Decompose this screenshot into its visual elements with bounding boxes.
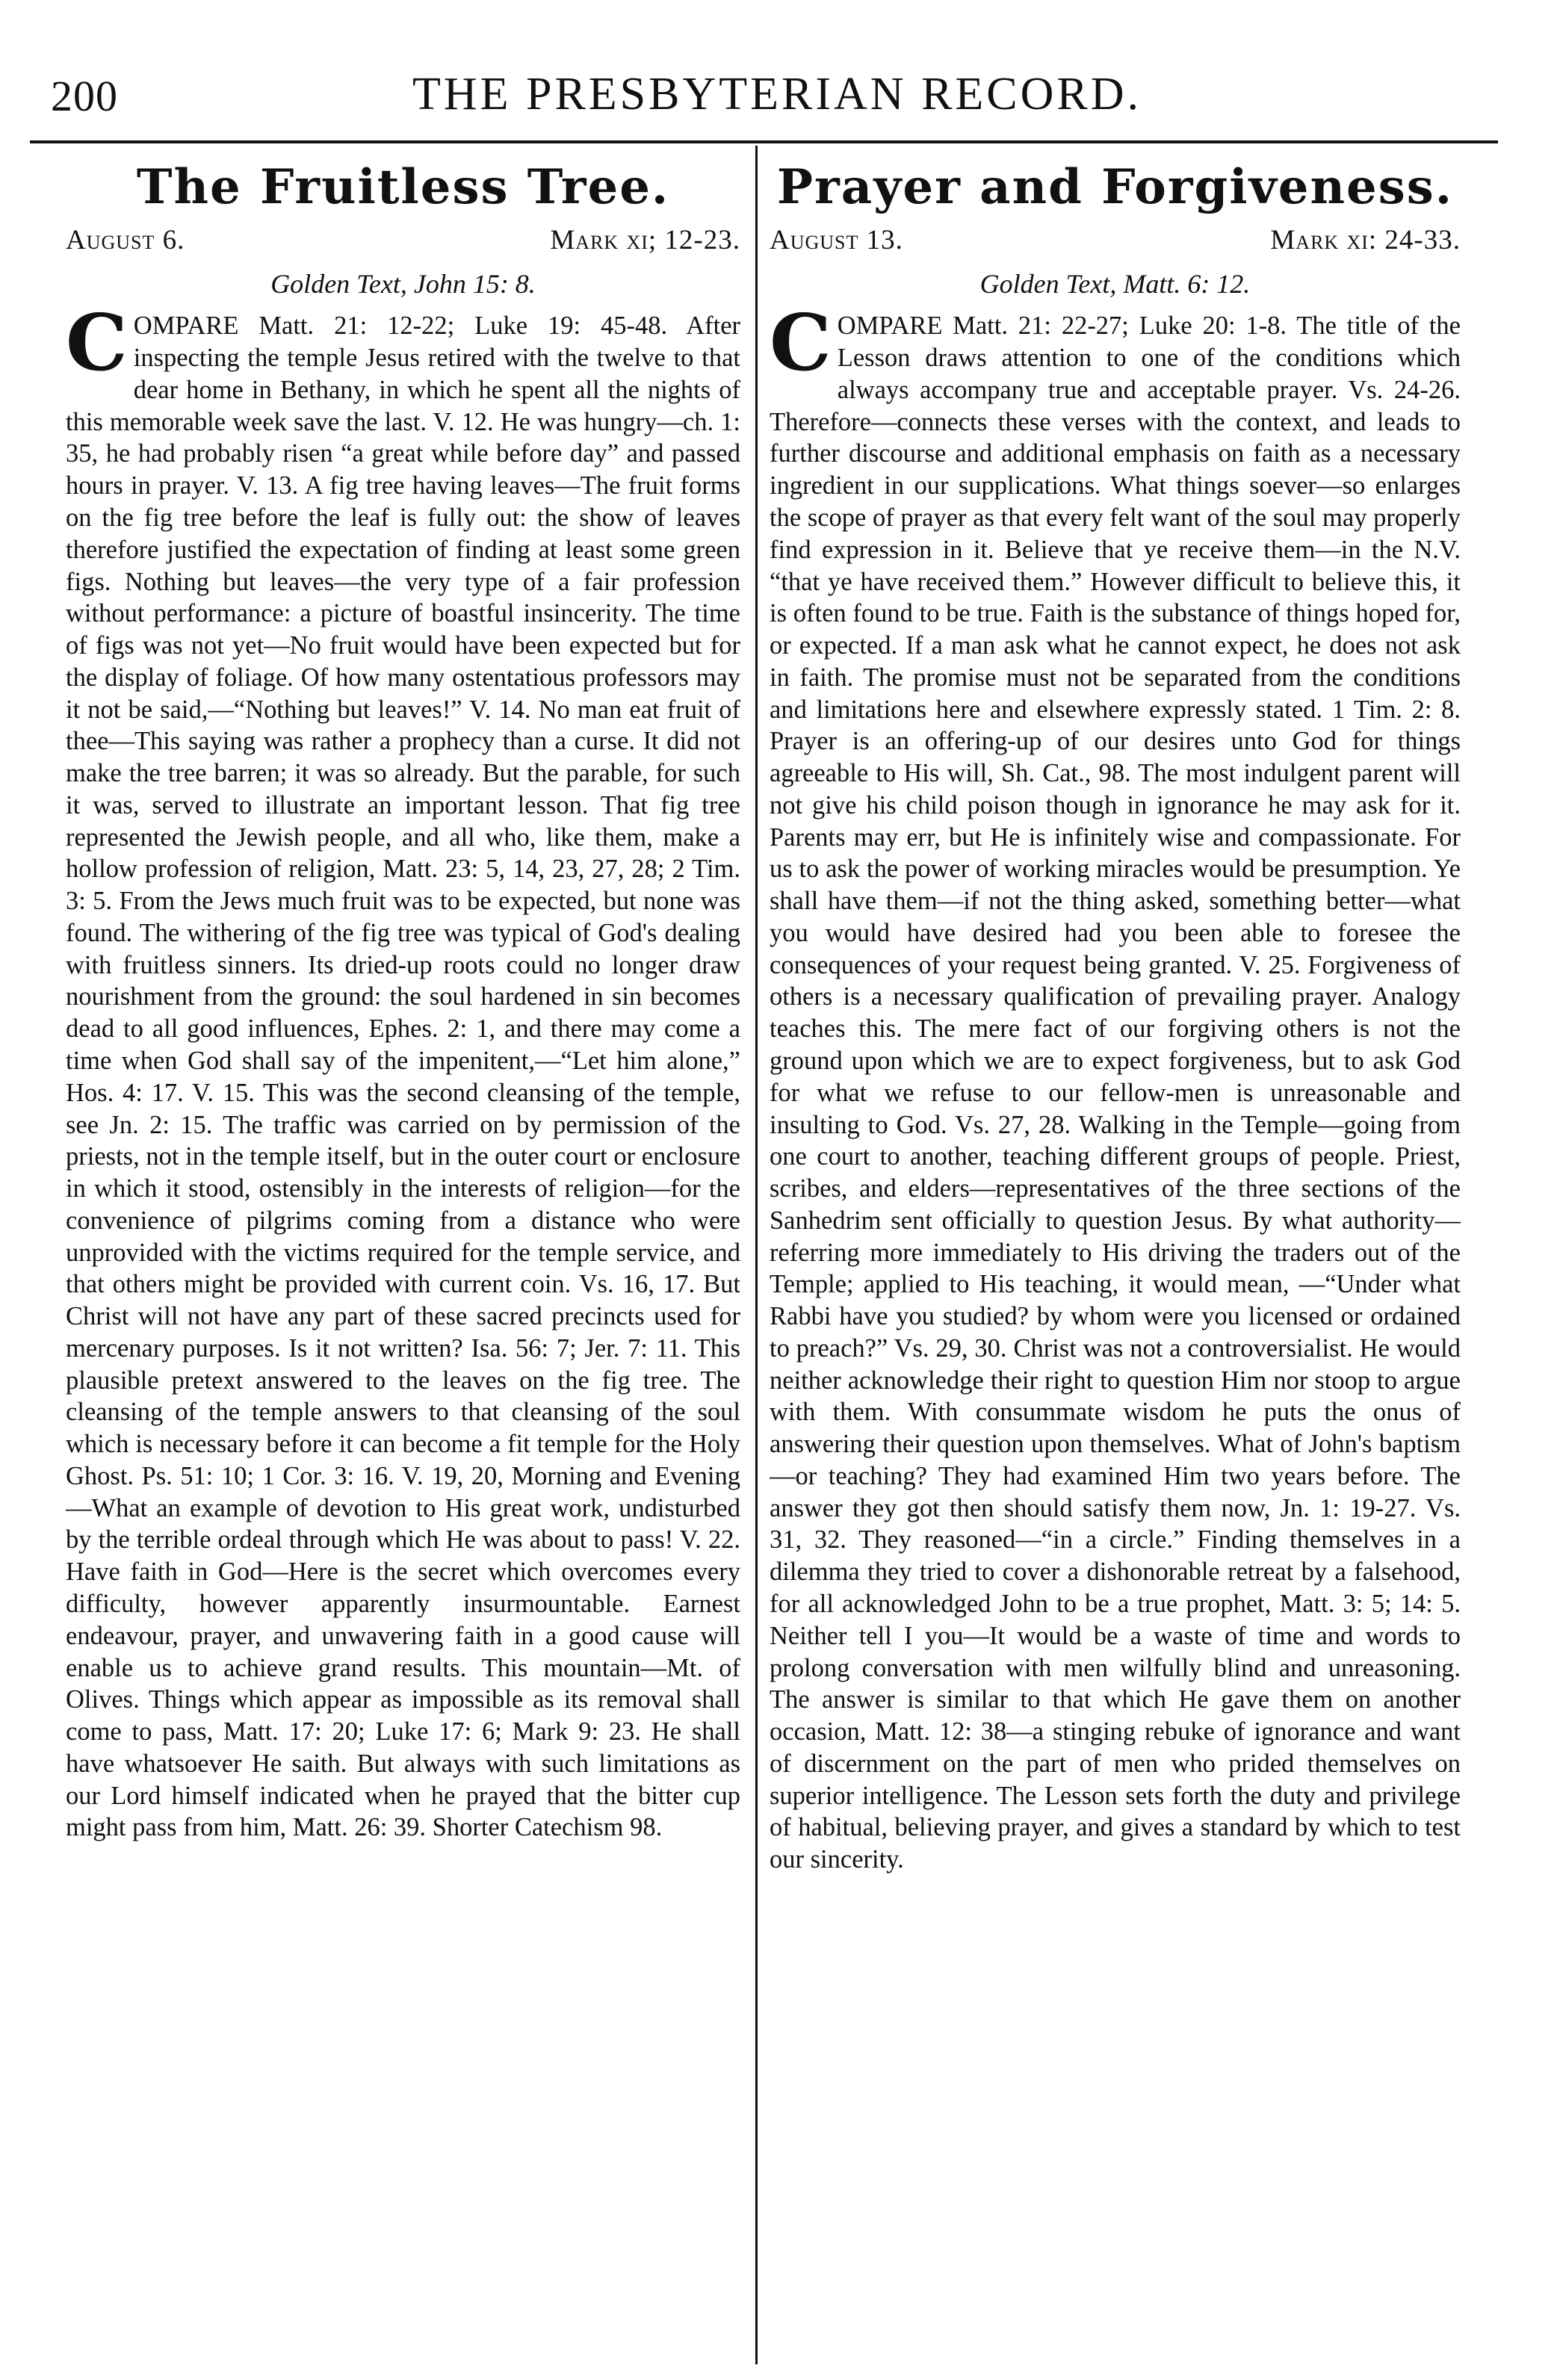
- lesson-title: Prayer and Forgiveness.: [776, 159, 1454, 215]
- header-rule: [30, 140, 1498, 143]
- journal-title: THE PRESBYTERIAN RECORD.: [412, 69, 1142, 120]
- lesson-body-text: OMPARE Matt. 21: 22-27; Luke 20: 1-8. The title of the Lesson draws attention to one of the conditions which always accompany true and acceptable prayer. Vs. 24-26. Therefore—connects these verses with the context, and leads to further discourse and additional emphasis on faith as a necessary ingredient in our supplications. What things soever—so enlarges the scope of prayer as that every felt want of the soul may properly find expression in it. Believe that ye receive them—in the N.V. “that ye have received them.” However difficult to believe this, it is often found to be true. Faith is the substance of things hoped for, or expected. If a man ask what he cannot expect, he does not ask in faith. The promise must not be separated from the conditions and limitations here and elsewhere expressly stated. 1 Tim. 2: 8. Prayer is an offering-up of our desires unto God for things agreeable to His will, Sh. Cat., 98. The most indulgent parent will not give his child poison though in ignorance he may ask for it. Parents may err, but He is infinitely wise and compassionate. For us to ask the power of working miracles would be presumption. Ye shall have them—if not the thing asked, something better—what you would have desired had you been able to foresee the consequences of your request being granted. V. 25. Forgiveness of others is a necessary qualification of prevailing prayer. Analogy teaches this. The mere fact of our forgiving others is not the ground upon which we are to expect forgiveness, but to ask God for what we refuse to our fellow-men is unreasonable and insulting to God. Vs. 27, 28. Walking in the Temple—going from one court to another, teaching different groups of people. Priest, scribes, and elders—representatives of the three sections of the Sanhedrim sent officially to question Jesus. By what authority—referring more immediately to His driving the traders out of the Temple; applied to His teaching, it would mean, —“Under what Rabbi have you studied? by whom were you licensed or ordained to preach?” Vs. 29, 30. Christ was not a controversialist. He would neither acknowledge their right to question Him nor stoop to argue with them. With consummate wisdom he puts the onus of answering their question upon themselves. What of John's baptism—or teaching? They had examined Him two years before. The answer they got then should satisfy them now, Jn. 1: 19-27. Vs. 31, 32. They reasoned—“in a circle.” Finding themselves in a dilemma they tried to cover a dishonorable retreat by a falsehood, for all acknowledged John to be a true prophet, Matt. 3: 5; 14: 5. Neither tell I you—It would be a waste of time and words to prolong conversation with men wilfully blind and unreasoning. The answer is similar to that which He gave them on another occasion, Matt. 12: 38—a stinging rebuke of ignorance and want of discernment on the part of men who prided themselves on superior intelligence. The Lesson sets forth the duty and privilege of habitual, believing prayer, and gives a standard by which to test our sincerity.: [770, 312, 1461, 1874]
- golden-text: Golden Text, Matt. 6: 12.: [979, 269, 1251, 300]
- lesson-reference: Mark xi; 12-23.: [550, 225, 740, 256]
- page-number: 200: [51, 72, 118, 120]
- lesson-reference: Mark xi: 24-33.: [1270, 225, 1461, 256]
- lesson-column-left: [66, 157, 740, 2361]
- golden-text: Golden Text, John 15: 8.: [270, 269, 536, 300]
- drop-cap: C: [66, 297, 128, 389]
- lesson-meta: [66, 224, 740, 256]
- column-divider: [755, 146, 758, 2364]
- lesson-body-text: OMPARE Matt. 21: 12-22; Luke 19: 45-48. After inspecting the temple Jesus retired with the twelve to that dear home in Bethany, in which he spent all the nights of this memorable week save the last. V. 12. He was hungry—ch. 1: 35, he had probably risen “a great while before day” and passed hours in prayer. V. 13. A fig tree having leaves—The fruit forms on the fig tree before the leaf is fully out: the show of leaves therefore justified the expectation of finding at least some green figs. Nothing but leaves—the very type of a fair profession without performance: a picture of boastful insincerity. The time of figs was not yet—No fruit would have been expected but for the display of foliage. Of how many ostentatious professors may it not be said,—“Nothing but leaves!” V. 14. No man eat fruit of thee—This saying was rather a prophecy than a curse. It did not make the tree barren; it was so already. But the parable, for such it was, served to illustrate an important lesson. That fig tree represented the Jewish people, and all who, like them, make a hollow profession of religion, Matt. 23: 5, 14, 23, 27, 28; 2 Tim. 3: 5. From the Jews much fruit was to be expected, but none was found. The withering of the fig tree was typical of God's dealing with fruitless sinners. Its dried-up roots could no longer draw nourishment from the ground: the soul hardened in sin becomes dead to all good influences, Ephes. 2: 1, and there may come a time when God shall say of the impenitent,—“Let him alone,” Hos. 4: 17. V. 15. This was the second cleansing of the temple, see Jn. 2: 15. The traffic was carried on by permission of the priests, not in the temple itself, but in the outer court or enclosure in which it stood, ostensibly in the interests of religion—for the convenience of pilgrims coming from a distance who were unprovided with the victims required for the temple service, and that others might be provided with current coin. Vs. 16, 17. But Christ will not have any part of these sacred precincts used for mercenary purposes. Is it not written? Isa. 56: 7; Jer. 7: 11. This plausible pretext answered to the leaves on the fig tree. The cleansing of the temple answers to that cleansing of the soul which is necessary before it can become a fit temple for the Holy Ghost. Ps. 51: 10; 1 Cor. 3: 16. V. 19, 20, Morning and Evening—What an example of devotion to His great work, undisturbed by the terrible ordeal through which He was about to pass! V. 22. Have faith in God—Here is the secret which overcomes every difficulty, however apparently insurmountable. Earnest endeavour, prayer, and unwavering faith in a good cause will enable us to achieve grand results. This mountain—Mt. of Olives. Things which appear as impossible as its removal shall come to pass, Matt. 17: 20; Luke 17: 6; Mark 9: 23. He shall have whatsoever He saith. But always with such limitations as our Lord himself indicated when he prayed that the bitter cup might pass from him, Matt. 26: 39. Shorter Catechism 98.: [66, 312, 740, 1842]
- lesson-meta: [770, 224, 1461, 256]
- lesson-date: August 6.: [66, 225, 185, 256]
- drop-cap: C: [770, 297, 832, 389]
- lesson-body: [66, 297, 740, 1844]
- page-header: [30, 63, 1524, 138]
- lesson-body: [770, 297, 1461, 1876]
- lesson-title: The Fruitless Tree.: [136, 159, 670, 215]
- lesson-column-right: [770, 157, 1461, 2361]
- lesson-date: August 13.: [770, 225, 903, 256]
